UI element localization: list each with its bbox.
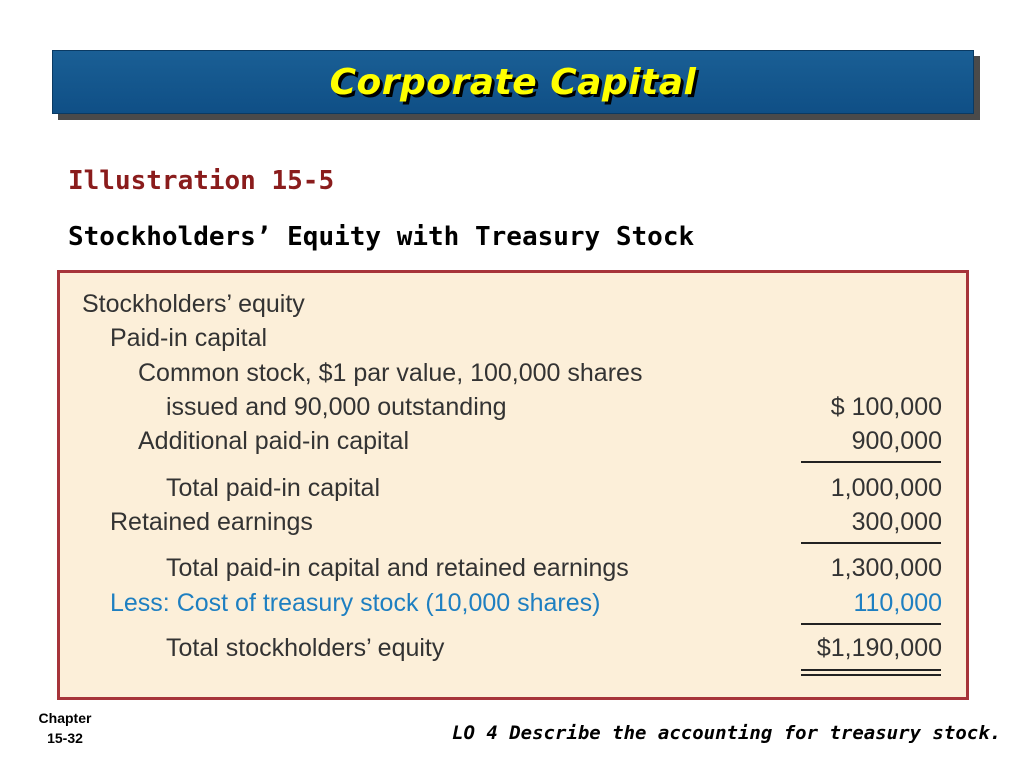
title-bar — [52, 50, 974, 114]
learning-objective: LO 4 Describe the accounting for treasury stock. — [452, 722, 1002, 744]
row-amount: 110,000 — [853, 589, 942, 617]
row-label: Stockholders’ equity — [82, 290, 305, 318]
row-label: Total stockholders’ equity — [166, 634, 445, 662]
subtotal-rule — [801, 461, 941, 463]
statement-row — [60, 508, 966, 542]
treasury-stock-row — [60, 589, 966, 623]
statement-row — [60, 290, 966, 324]
statement-row — [60, 554, 966, 588]
statement-row — [60, 474, 966, 508]
row-amount: $1,190,000 — [816, 634, 942, 662]
row-amount: 900,000 — [851, 427, 942, 455]
total-row — [60, 634, 966, 668]
statement-row — [60, 393, 966, 427]
row-label: Retained earnings — [110, 508, 313, 536]
chapter-text: Chapter — [38, 710, 92, 726]
row-label: Paid-in capital — [110, 324, 268, 352]
row-label: Common stock, $1 par value, 100,000 shares — [138, 359, 643, 387]
row-label: Total paid-in capital and retained earnings — [166, 554, 629, 582]
equity-statement — [57, 270, 969, 700]
row-label: Less: Cost of treasury stock (10,000 shares) — [110, 589, 601, 617]
statement-row — [60, 324, 966, 358]
slide-title: Corporate Capital — [329, 61, 697, 103]
subtotal-rule — [801, 542, 941, 544]
total-double-rule-top — [801, 669, 941, 671]
row-amount: 1,300,000 — [830, 554, 942, 582]
row-label: Additional paid-in capital — [138, 427, 410, 455]
statement-row — [60, 427, 966, 461]
row-label: issued and 90,000 outstanding — [166, 393, 507, 421]
row-amount: 300,000 — [851, 508, 942, 536]
row-amount: 1,000,000 — [830, 474, 942, 502]
chapter-number: 15-32 — [47, 730, 83, 746]
total-double-rule-bottom — [801, 674, 941, 676]
chapter-label — [32, 708, 98, 748]
row-label: Total paid-in capital — [166, 474, 381, 502]
row-amount: $ 100,000 — [830, 393, 942, 421]
slide-subtitle: Stockholders’ Equity with Treasury Stock — [68, 222, 695, 252]
illustration-label: Illustration 15-5 — [68, 166, 335, 196]
statement-row — [60, 359, 966, 393]
subtotal-rule — [801, 623, 941, 625]
